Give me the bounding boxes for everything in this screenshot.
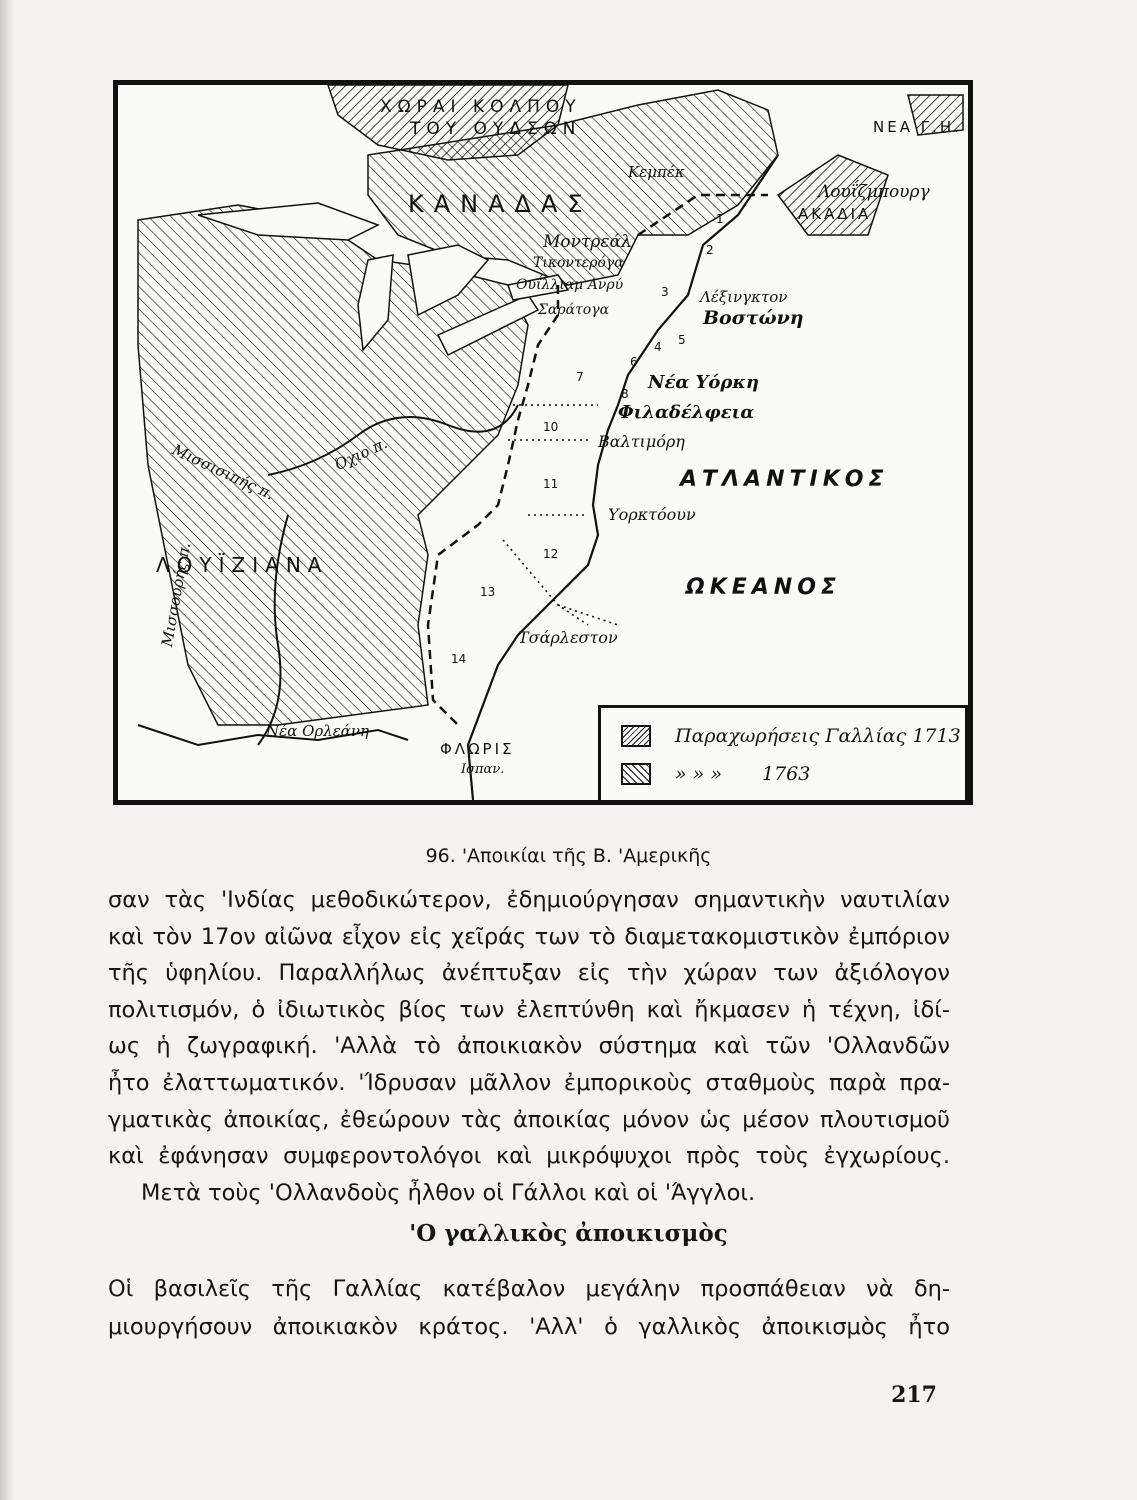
section-heading: 'Ο γαλλικὸς ἀποικισμὸς <box>409 1220 728 1247</box>
spanish-label: Ισπαν. <box>461 762 505 777</box>
colony-number: 2 <box>706 243 714 257</box>
paragraph-2: Μετὰ τοὺς 'Ολλανδοὺς ἦλθον οἱ Γάλλοι καὶ οἱ 'Άγγλοι. <box>141 1179 756 1206</box>
ticonderoga-label: Τικοντερόγα <box>533 255 624 271</box>
paragraph-3 <box>108 1270 950 1346</box>
missouri-river-label: Μισσουρής π. <box>158 541 195 649</box>
paragraph-1 <box>108 882 950 1211</box>
colony-number: 11 <box>543 477 559 491</box>
hatch-1713-swatch <box>621 725 651 747</box>
florida-label: ΦΛΩΡΙΣ <box>440 740 515 758</box>
colony-number: 7 <box>576 370 584 384</box>
text-line: καὶ ἐφάνησαν συμφεροντολόγοι καὶ μικρόψυχοι πρὸς τοὺς ἐγχωρίους. <box>108 1143 950 1170</box>
newfoundland-label: ΝΕΑ Γ.Η. <box>873 118 962 136</box>
text-line: καὶ τὸν 17ον αἰῶνα εἶχον εἰς χεῖράς των τὸ διαμετακομιστικὸν ἐμπόριον <box>108 923 950 950</box>
mississippi-river-label: Μισσισιπής π. <box>169 440 278 504</box>
colony-number: 5 <box>678 333 686 347</box>
colony-number: 6 <box>630 355 638 369</box>
colony-number: 10 <box>543 420 559 434</box>
acadia-label: ΑΚΑΔΙΑ <box>798 205 872 223</box>
new-orleans-label: Νέα Ορλεάνη <box>266 722 369 740</box>
text-line: ως ἡ ζωγραφική. 'Αλλὰ τὸ ἀποικιακὸν σύστημα καὶ τῶν 'Ολλανδῶν <box>108 1033 950 1060</box>
hudson-bay-label-2: ΤΟΥ ΟΥΔΣΩΝ <box>410 119 582 139</box>
legend-ditto-marks: » » » <box>675 763 722 785</box>
text-line: Οἱ βασιλεῖς τῆς Γαλλίας κατέβαλον μεγάλην προσπάθειαν νὰ δη- <box>108 1276 950 1302</box>
lexington-label: Λέξινγκτον <box>700 288 788 306</box>
louisiana-label: ΛΟΥΪΖΙΑΝΑ <box>156 553 329 577</box>
text-line: σαν τὰς 'Ινδίας μεθοδικώτερον, ἐδημιούργησαν σημαντικὴν ναυτιλίαν <box>108 887 950 913</box>
text-line: ἦτο ἐλαττωματικόν. 'Ίδρυσαν μᾶλλον ἐμπορικοὺς σταθμοὺς παρὰ πρα- <box>108 1069 950 1096</box>
colony-number: 4 <box>654 340 662 354</box>
saratoga-label: Σαράτογα <box>538 302 610 318</box>
colony-number: 13 <box>480 585 496 599</box>
text-line: μιουργήσουν ἀποικιακὸν κράτος. 'Αλλ' ὁ γαλλικὸς ἀποικισμὸς ἦτο <box>108 1314 950 1340</box>
canada-label: ΚΑΝΑΔΑΣ <box>408 190 593 218</box>
colony-number: 14 <box>451 652 467 666</box>
boston-label: Βοστώνη <box>703 307 804 329</box>
quebec-label: Κεμπέκ <box>628 163 685 181</box>
page-edge-shadow <box>0 0 14 1500</box>
colony-number: 1 <box>716 212 724 226</box>
baltimore-label: Βαλτιμόρη <box>598 432 685 451</box>
philadelphia-label: Φιλαδέλφεια <box>618 402 755 423</box>
page-number: 217 <box>891 1382 937 1408</box>
louisbourg-label: Λουΐζμπουργ <box>818 182 930 202</box>
montreal-label: Μοντρεάλ <box>543 232 632 252</box>
ocean-label: ΩΚΕΑΝΟΣ <box>686 575 841 600</box>
hatch-1763-swatch <box>621 763 651 785</box>
colony-number: 8 <box>621 387 629 401</box>
legend-1713-text: Παραχωρήσεις Γαλλίας 1713 <box>675 725 961 747</box>
text-line: πολιτισμόν, ὁ ἰδιωτικὸς βίος των ἐλεπτύνθη καὶ ἤκμασεν ἡ τέχνη, ἰδί- <box>108 996 950 1023</box>
colony-number: 12 <box>543 547 559 561</box>
ohio-river-label: Όχιο π. <box>331 434 391 474</box>
legend-row-1713 <box>621 722 961 750</box>
william-henry-label: Ουΐλλιαμ Ανρύ <box>516 277 624 293</box>
text-line: τῆς ὑφηλίου. Παραλλήλως ἀνέπτυξαν εἰς τὴν χώραν των ἀξιόλογον <box>108 960 950 987</box>
new-york-label: Νέα Υόρκη <box>648 372 759 393</box>
hudson-bay-label: ΧΩΡΑΙ ΚΟΛΠΟΥ <box>380 97 582 117</box>
legend-row-1763 <box>621 760 810 788</box>
figure-caption: 96. 'Αποικίαι τῆς Β. 'Αμερικῆς <box>425 845 712 867</box>
map-legend <box>598 705 968 803</box>
charleston-label: Τσάρλεστον <box>518 628 618 647</box>
colonies-map <box>113 80 973 805</box>
yorktown-label: Υορκτόουν <box>608 505 696 524</box>
text-line: γματικὰς ἀποικίας, ἐθεώρουν τὰς ἀποικίας μόνον ὡς μέσον πλουτισμοῦ <box>108 1106 950 1133</box>
atlantic-label: ΑΤΛΑΝΤΙΚΟΣ <box>680 467 889 492</box>
legend-1763-year: 1763 <box>761 763 811 785</box>
colony-number: 3 <box>661 285 669 299</box>
